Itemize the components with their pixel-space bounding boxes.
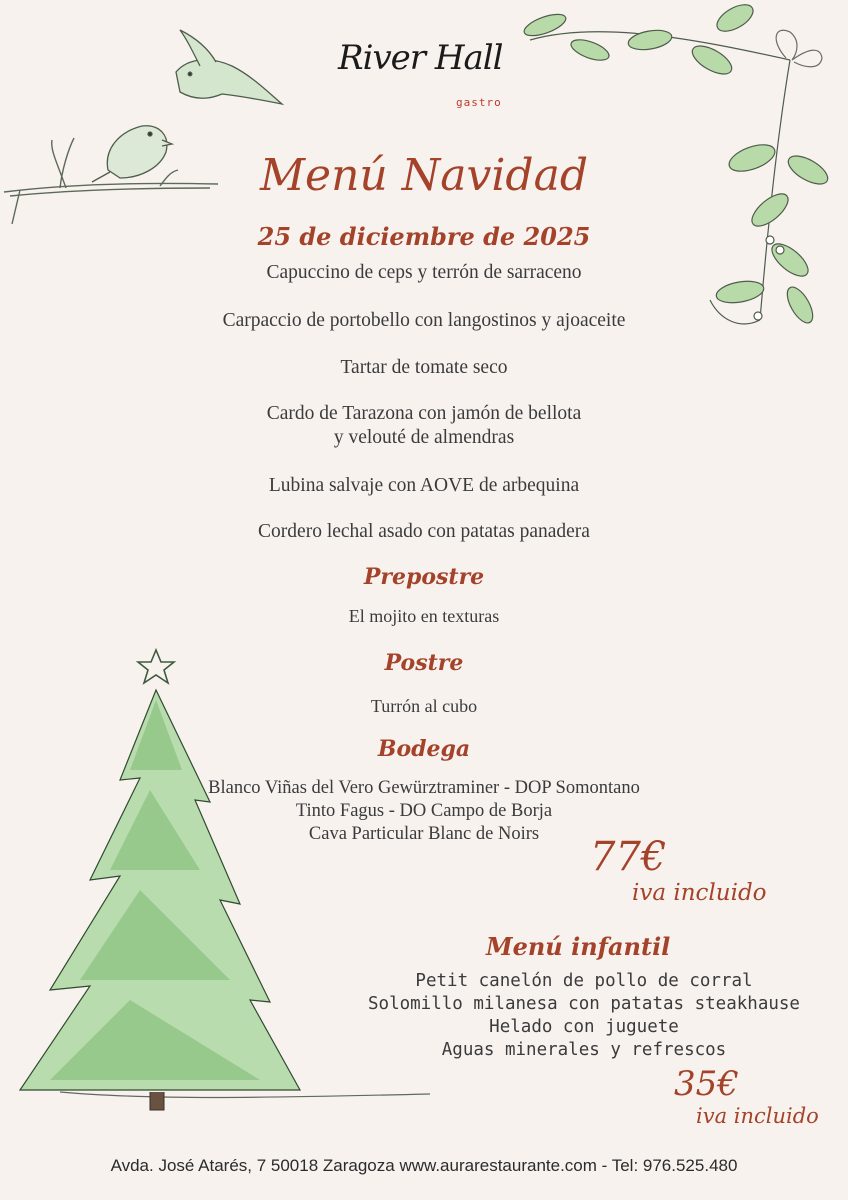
kids-menu-item: Petit canelón de pollo de corral <box>415 971 753 991</box>
kids-menu-item: Helado con juguete <box>489 1017 679 1037</box>
menu-price: 77€ <box>590 834 667 880</box>
menu-title: Menú Navidad <box>260 150 588 201</box>
section-heading-kids-menu: Menú infantil <box>486 932 671 961</box>
dish-item: Tartar de tomate seco <box>340 357 508 378</box>
kids-menu-item: Aguas minerales y refrescos <box>441 1040 727 1060</box>
menu-price-note: iva incluido <box>632 880 767 906</box>
prepostre-item: El mojito en texturas <box>348 606 500 626</box>
section-heading-bodega: Bodega <box>377 736 471 762</box>
dish-item-continued: y velouté de almendras <box>333 427 515 448</box>
dish-item: Capuccino de ceps y terrón de sarraceno <box>266 262 582 283</box>
dish-item: Lubina salvaje con AOVE de arbequina <box>268 475 580 496</box>
wine-item: Cava Particular Blanc de Noirs <box>308 824 540 844</box>
kids-menu-price: 35€ <box>674 1064 739 1104</box>
kids-menu-price-note: iva incluido <box>696 1104 819 1128</box>
footer-contact: Avda. José Atarés, 7 50018 Zaragoza www.aurarestaurante.com - Tel: 976.525.480 <box>110 1156 738 1175</box>
wine-item: Tinto Fagus - DO Campo de Borja <box>295 801 553 821</box>
section-heading-prepostre: Prepostre <box>363 564 485 590</box>
dish-item: Cordero lechal asado con patatas panadera <box>258 521 590 542</box>
dish-item: Cardo de Tarazona con jamón de bellota <box>266 403 582 424</box>
brand-logo: River Hall <box>338 38 503 78</box>
menu-date: 25 de diciembre de 2025 <box>257 222 591 251</box>
dish-item: Carpaccio de portobello con langostinos y ajoaceite <box>222 310 626 331</box>
kids-menu-item: Solomillo milanesa con patatas steakhause <box>368 994 800 1014</box>
bird-flying-illustration <box>176 30 282 104</box>
postre-item: Turrón al cubo <box>370 696 478 716</box>
wine-item: Blanco Viñas del Vero Gewürztraminer - DOP Somontano <box>208 778 640 798</box>
brand-subtitle: gastro <box>456 96 502 109</box>
section-heading-postre: Postre <box>384 650 464 676</box>
